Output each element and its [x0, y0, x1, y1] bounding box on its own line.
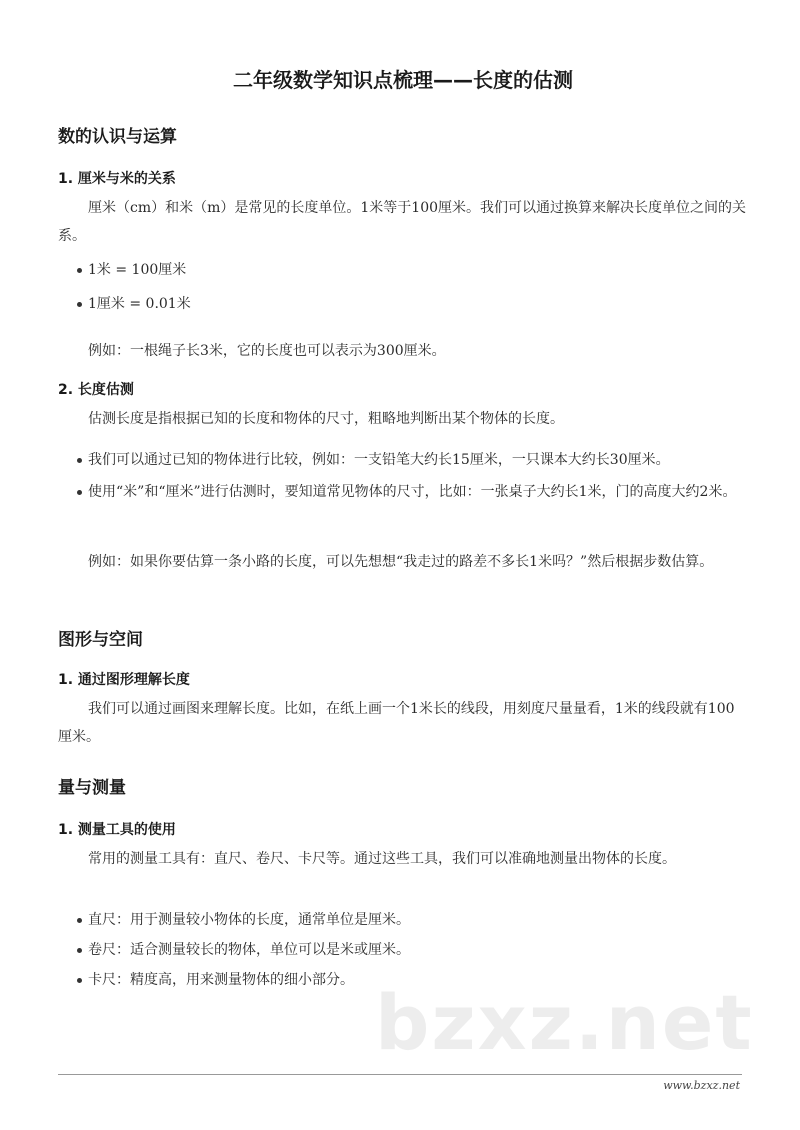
paragraph-tools-intro: 常用的测量工具有：直尺、卷尺、卡尺等。通过这些工具，我们可以准确地测量出物体的长度。: [88, 851, 676, 867]
section-heading-number-operations: 数的认识与运算: [58, 127, 177, 147]
footer-url: www.bzxz.net: [663, 1079, 740, 1092]
bullet-list-conversions: [58, 257, 748, 317]
paragraph-shapes-intro: 我们可以通过画图来理解长度。比如，在纸上画一个1米长的线段，用刻度尺量量看，1米的线段就有100厘米。: [58, 701, 735, 745]
list-item: 直尺：用于测量较小物体的长度，通常单位是厘米。: [58, 907, 748, 933]
footer-divider: [58, 1074, 742, 1075]
bullet-dot-icon: [77, 918, 82, 923]
bullet-dot-icon: [77, 490, 82, 495]
subsection-heading-shapes-length: 1. 通过图形理解长度: [58, 672, 190, 688]
list-item: 卡尺：精度高，用来测量物体的细小部分。: [58, 967, 748, 993]
bullet-dot-icon: [77, 268, 82, 273]
subsection-heading-cm-m-relation: 1. 厘米与米的关系: [58, 171, 176, 187]
bullet-list-estimation: [58, 447, 748, 505]
document-title: 二年级数学知识点梳理——长度的估测: [233, 68, 573, 92]
bullet-list-tools: [58, 907, 748, 993]
paragraph-rope-example: 例如：一根绳子长3米，它的长度也可以表示为300厘米。: [88, 343, 446, 359]
paragraph-estimation-intro: 估测长度是指根据已知的长度和物体的尺寸，粗略地判断出某个物体的长度。: [88, 411, 564, 427]
list-item: 我们可以通过已知的物体进行比较，例如：一支铅笔大约长15厘米，一只课本大约长30厘米。: [58, 447, 748, 473]
list-item: 1厘米 = 0.01米: [58, 291, 748, 317]
bullet-dot-icon: [77, 302, 82, 307]
paragraph-path-example: 例如：如果你要估算一条小路的长度，可以先想想“我走过的路差不多长1米吗？”然后根据步数估算。: [88, 554, 714, 570]
subsection-heading-length-estimation: 2. 长度估测: [58, 382, 134, 398]
subsection-heading-tools: 1. 测量工具的使用: [58, 822, 176, 838]
list-item: 使用“米”和“厘米”进行估测时，要知道常见物体的尺寸，比如：一张桌子大约长1米，门的高度大约2米。: [58, 479, 748, 505]
bullet-dot-icon: [77, 458, 82, 463]
bullet-dot-icon: [77, 948, 82, 953]
section-heading-shape-space: 图形与空间: [58, 630, 143, 650]
list-item: 1米 = 100厘米: [58, 257, 748, 283]
paragraph-cm-m-intro: 厘米（cm）和米（m）是常见的长度单位。1米等于100厘米。我们可以通过换算来解决长度单位之间的关系。: [58, 200, 747, 244]
watermark: bzxz.net: [375, 978, 754, 1067]
section-heading-measurement: 量与测量: [58, 778, 126, 798]
list-item: 卷尺：适合测量较长的物体，单位可以是米或厘米。: [58, 937, 748, 963]
bullet-dot-icon: [77, 978, 82, 983]
